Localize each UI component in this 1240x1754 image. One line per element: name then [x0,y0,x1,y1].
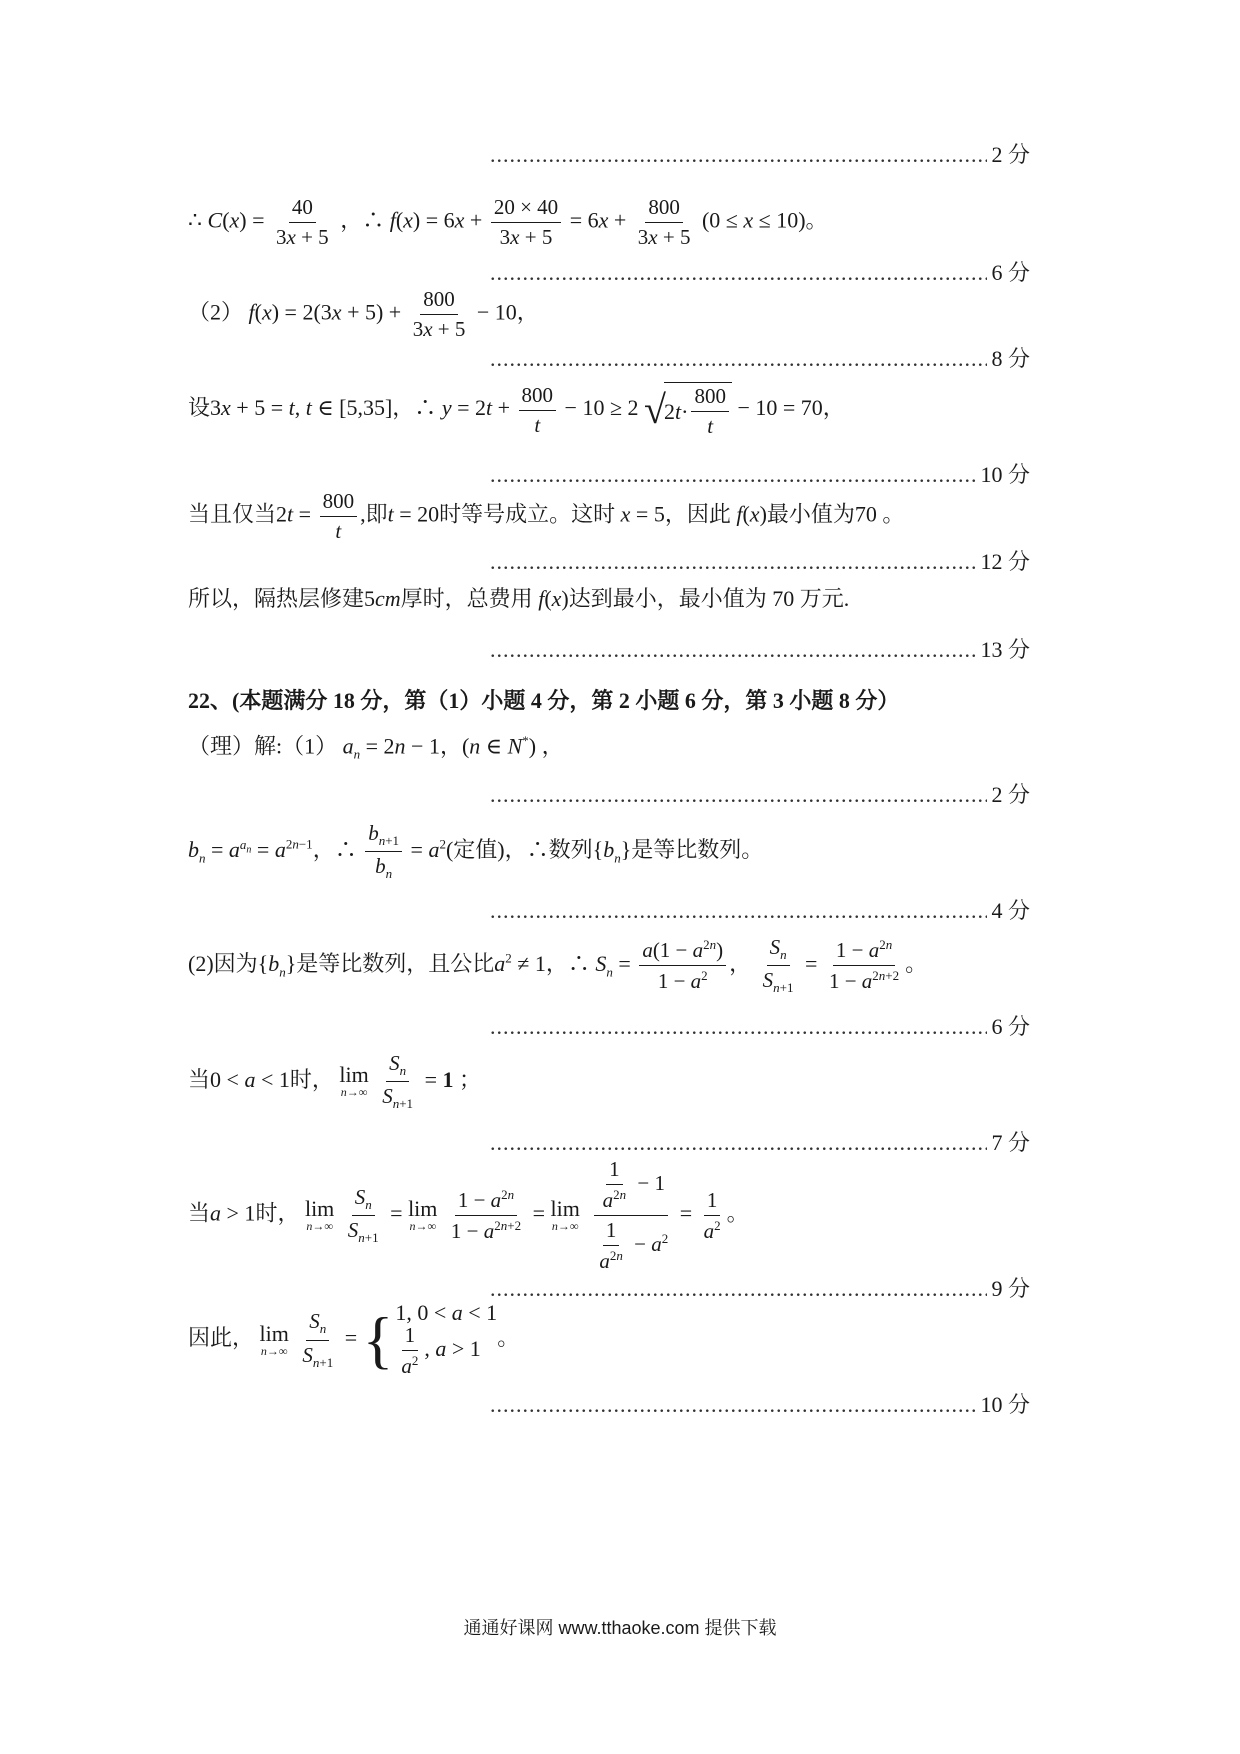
fraction: $\frac{20 \times 40}{3x + 5}$ [491,196,561,249]
leader-dots [490,142,987,168]
score-line: ..... 6 分 [490,256,1030,287]
q22-line-piecewise: 因此， lim n→∞ $\frac{S_n}{S_{n+1}}$ = { 1, 0 < a < 1 $\frac{1}{a^2}$ , a > 1 。 [188,1300,520,1379]
fraction: $\frac{800}{t}$ [519,384,557,437]
fraction: $\frac{S_n}{S_{n+1}}$ [382,1051,414,1112]
question-22-header: 22、(本题满分 18 分，第（1）小题 4 分，第 2 小题 6 分，第 3 小题 8 分） [188,688,900,713]
compound-fraction: $\frac{1}{a^{2n}}$ − 1 $\frac{1}{a^{2n}}$ − $a^2$ [590,1158,671,1273]
solution-line-conclusion: 所以，隔热层修建5cm厚时，总费用 f(x)达到最小，最小值为 70 万元. [188,586,850,611]
score-line: ..... 13 分 [490,633,1030,664]
score-line: ..... 7 分 [490,1126,1030,1157]
fraction: $\frac{1 - a^{2n}}{1 - a^{2n+2}}$ [450,1187,522,1244]
score-line: ..... 10 分 [490,1388,1030,1419]
fraction: $\frac{1 - a^{2n}}{1 - a^{2n+2}}$ [828,937,900,994]
score-line: ..... 9 分 [490,1272,1030,1303]
score-line: ..... 12 分 [490,545,1030,576]
fraction: $\frac{S_n}{S_{n+1}}$ [762,935,794,996]
fraction: $\frac{a(1 - a^{2n})}{1 - a^2}$ [639,938,726,993]
fraction: $\frac{800}{3x + 5}$ [412,287,466,342]
q22-line-sn: (2)因为$\{b_n\}$是等比数列，且公比$a^2 \ne 1$，∴ $S_n$ = $\frac{a(1 - a^{2n})}{1 - a^2}$ ， $\frac{S_n}{S_{n+1}}$ = $\frac{1 - a^{2n}}{1 - a^{2n+2}}$ 。 [188,935,928,996]
fraction: $\frac{40}{3x + 5}$ [276,195,329,250]
therefore-symbol: ∴ [188,207,202,233]
limit-operator: lim n→∞ [339,1062,369,1100]
score-line: ..... 10 分 [490,458,1030,489]
solution-line-part2: （2） f(x) = 2(3x + 5) + $\frac{800}{3x + 5}$ − 10， [188,287,539,342]
piecewise-brace: { 1, 0 < a < 1 $\frac{1}{a^2}$ , a > 1 [362,1300,498,1379]
solution-line-substitution: 设3x + 5 = t, t ∈ [5,35]，∴ y = 2t + $\frac{800}{t}$ − 10 ≥ 2 √ 2 t · $\frac{800}{t}$ − 10 = 70， [188,382,845,439]
score-line: ..... 8 分 [490,342,1030,373]
fraction: $\frac{800}{3x + 5}$ [637,195,691,250]
limit-operator: lim n→∞ [304,1196,335,1234]
solution-line-equality: 当且仅当2t = $\frac{800}{t}$ ,即t = 20时等号成立。这时 x = 5，因此 f(x)最小值为70 。 [188,489,905,544]
q22-line-an: （理）解:（1） $a_n = 2n - 1$，(n ∈ N*) ， [188,733,564,762]
limit-operator: lim n→∞ [408,1196,438,1234]
score-line [490,138,1030,169]
limit-operator: lim n→∞ [259,1320,289,1358]
limit-operator: lim n→∞ [550,1196,580,1234]
q22-line-limit-gt1: 当a > 1时， lim n→∞ $\frac{S_n}{S_{n+1}}$ = lim n→∞ $\frac{1 - a^{2n}}{1 - a^{2n+2}}$ = lim n→∞ $\frac{1}{a^{2n}}$ − 1 $\frac{1}{a^{2n}}$ − $a^2$ = $\frac{1}{a^2}$ 。 [188,1157,749,1274]
fraction: $\frac{1}{a^2}$ [703,1187,721,1243]
q22-line-limit-lt1: 当0 < a < 1时， lim n→∞ $\frac{S_n}{S_{n+1}}$ = 1 ； [188,1051,481,1112]
fraction: $\frac{800}{t}$ [320,490,358,543]
score-points: 2 分 [991,142,1030,167]
fraction: $\frac{S_n}{S_{n+1}}$ [302,1309,334,1370]
q22-line-bn: $b_n = a^{a_n} = a^{2n-1}$，∴ $\frac{b_{n+1}}{b_n}$ = $a^2$(定值)，∴数列$\{b_n\}$是等比数列。 [188,821,764,882]
score-line: ..... 6 分 [490,1010,1030,1041]
score-line: ..... 2 分 [490,778,1030,809]
score-line: ..... 4 分 [490,894,1030,925]
page-footer: 通通好课网 www.tthaoke.com 提供下载 [463,1618,777,1638]
fraction: $\frac{S_n}{S_{n+1}}$ [347,1184,379,1246]
solution-line-cost: ∴ C(x) = $\frac{40}{3x + 5}$ ，∴ f(x) = 6x + $\frac{20 \times 40}{3x + 5}$ = 6x + $\frac{800}{3x + 5}$ (0 ≤ x ≤ 10)。 [188,195,828,250]
fraction: $\frac{b_{n+1}}{b_n}$ [365,822,402,882]
square-root: √ 2 t · $\frac{800}{t}$ [644,382,732,438]
